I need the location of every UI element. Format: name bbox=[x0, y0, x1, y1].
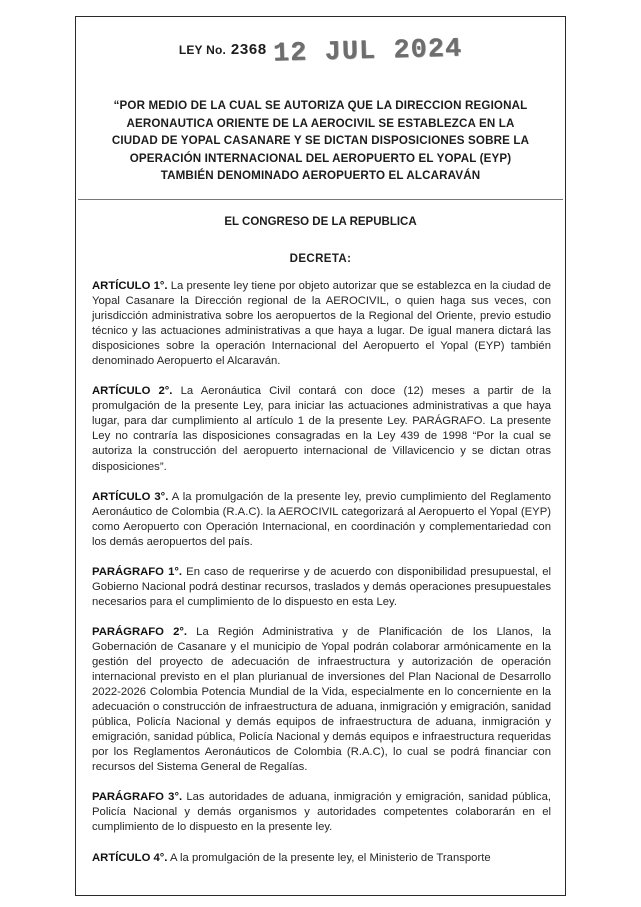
article-label: ARTÍCULO 4°. bbox=[92, 851, 168, 864]
article-text: La Aeronáutica Civil contará con doce (12) meses a partir de la promulgación de la presente Ley, para iniciar las actuaciones administrativas a que haya lugar, para dar cumplimiento al artículo 1 de la presente Ley. PARÁGRAFO. La presente Ley no contraría las disposiciones consagradas en la Ley 439 de 1998 “Por la cual se autoriza la construcción del aeropuerto internacional de Villavicencio y se dictan otras disposiciones”. bbox=[92, 385, 551, 473]
article-text: A la promulgación de la presente ley, el Ministerio de Transporte bbox=[167, 851, 491, 864]
paragraph-text: Las autoridades de aduana, inmigración y emigración, sanidad pública, Policía Nacional y demás organismos y autoridades competentes colaborarán en el cumplimiento de lo dispuesto en la presente ley. bbox=[92, 791, 552, 834]
paragraph-1 bbox=[92, 565, 551, 610]
title-divider bbox=[78, 199, 563, 200]
law-number: 2368 bbox=[230, 42, 267, 59]
paragraph-text: La Región Administrativa y de Planificación de los Llanos, la Gobernación de Casanare y el municipio de Yopal podrán colaborar armónicamente en la gestión del proyecto de adecuación de infraestructura y autorización de operación internacional previsto en el plan plurianual de inversiones del Plan Nacional de Desarrollo 2022-2026 Colombia Potencia Mundial de la Vida, especialmente en lo concerniente en la adecuación o construcción de infraestructura de aduana, inmigración y emigración, sanidad pública, Policía Nacional y demás equipos de infraestructura de aduana, inmigración y emigración, sanidad pública, Policía Nacional y demás equipos e infraestructura requeridas por los Reglamentos Aeronáuticos de Colombia (R.A.C), lo cual se podrá financiar con recursos del Sistema General de Regalías. bbox=[92, 625, 551, 774]
law-title: “POR MEDIO DE LA CUAL SE AUTORIZA QUE LA DIRECCION REGIONAL AERONAUTICA ORIENTE DE LA AEROCIVIL SE ESTABLEZCA EN LA CIUDAD DE YOPAL CASANARE Y SE DICTAN DISPOSICIONES SOBRE LA OPERACIÓN INTERNACIONAL DEL AEROPUERTO EL YOPAL (EYP) TAMBIÉN DENOMINADO AEROPUERTO EL ALCARAVÁN bbox=[111, 99, 530, 183]
document-frame bbox=[75, 16, 566, 896]
article-4 bbox=[92, 851, 551, 866]
paragraph-3 bbox=[92, 790, 551, 835]
paragraph-text: En caso de requerirse y de acuerdo con disponibilidad presupuestal, el Gobierno Nacional podrá destinar recursos, traslados y demás operaciones presupuestales necesarios para el cumplimiento de lo dispuesto en esta Ley. bbox=[92, 565, 551, 608]
congress-heading: EL CONGRESO DE LA REPUBLICA bbox=[224, 216, 417, 228]
law-number-label: LEY No. bbox=[178, 43, 227, 57]
paragraph-label: PARÁGRAFO 3°. bbox=[92, 791, 183, 804]
decreta-heading: DECRETA: bbox=[289, 253, 352, 265]
article-text: La presente ley tiene por objeto autorizar que se establezca en la ciudad de Yopal Casanare la Dirección regional de la AEROCIVIL, o quien haga sus veces, con jurisdicción administrativa sobre los aeropuertos de la Regional del Oriente, previo estudio técnico y las actuaciones administrativas a que haya a lugar. De igual manera dictará las disposiciones sobre la operación Internacional del Aeropuerto el Yopal (EYP) también denominado Aeropuerto el Alcaraván. bbox=[92, 280, 551, 368]
paragraph-label: PARÁGRAFO 1°. bbox=[92, 565, 183, 578]
article-label: ARTÍCULO 2°. bbox=[92, 385, 173, 398]
article-3 bbox=[92, 490, 551, 550]
law-number-line bbox=[76, 34, 565, 71]
paragraph-2 bbox=[92, 625, 551, 775]
article-2 bbox=[92, 384, 551, 474]
article-label: ARTÍCULO 3°. bbox=[92, 490, 169, 503]
paragraph-label: PARÁGRAFO 2°. bbox=[92, 625, 188, 638]
article-text: A la promulgación de la presente ley, previo cumplimiento del Reglamento Aeronáutico de Colombia (R.A.C). la AEROCIVIL categorizará al Aeropuerto el Yopal (EYP) como Aeropuerto con Operación Internacional, en coordinación y complementariedad con los demás aeropuertos del país. bbox=[92, 490, 551, 548]
article-1 bbox=[92, 279, 551, 369]
date-stamp: 12 JUL 2024 bbox=[272, 34, 463, 70]
article-label: ARTÍCULO 1°. bbox=[92, 280, 168, 292]
articles-body bbox=[92, 279, 551, 866]
